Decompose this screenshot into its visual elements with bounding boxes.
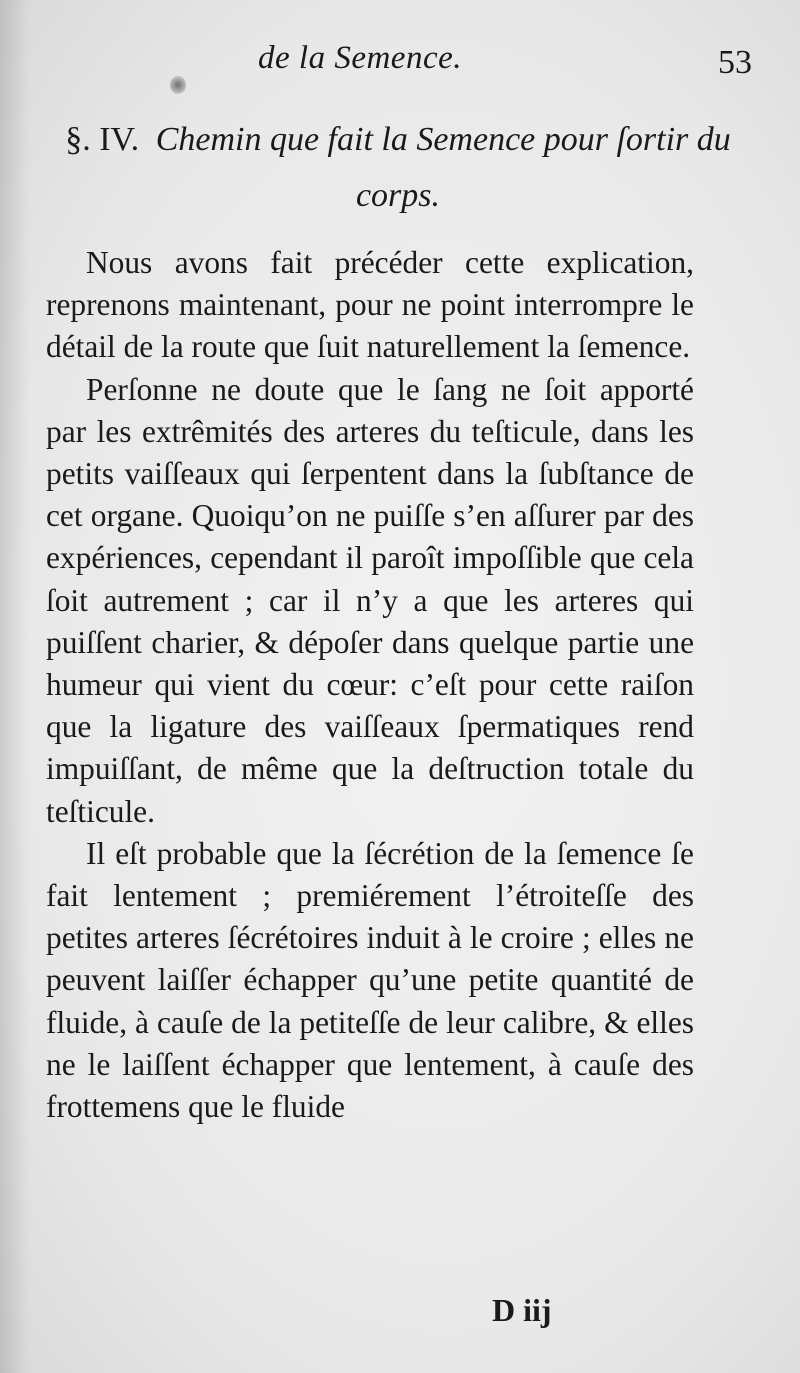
paragraph: Il eſt probable que la ſécrétion de la ſemence ſe fait lentement ; premiérement l’étroiteſſe des petites arteres ſécrétoires induit à le croire ; elles ne peuvent laiſſer échapper qu’une petite quantité de fluide, à cauſe de la petiteſſe de leur calibre, & elles ne le laiſſent échapper que lentement, à cauſe des frottemens que le fluide	[46, 835, 694, 1125]
paragraph: Nous avons fait précéder cette explication, reprenons maintenant, pour ne point interrompre le détail de la route que ſuit naturellement la ſemence.	[46, 245, 694, 365]
page-header	[48, 40, 752, 100]
paragraph: Perſonne ne doute que le ſang ne ſoit apporté par les extrêmités des arteres du teſticule, dans les petits vaiſſeaux qui ſerpentent dans la ſubſtance de cet organe. Quoiqu’on ne puiſſe s’en aſſurer par des expériences, cependant il paroît impoſſible que cela ſoit autrement ; car il n’y a que les arteres qui puiſſent charier, & dépoſer dans quelque partie une humeur qui vient du cœur: c’eſt pour cette raiſon que la ligature des vaiſſeaux ſpermatiques rend impuiſſant, de même que la deſtruction totale du teſticule.	[46, 371, 694, 829]
section-number: §. IV.	[65, 121, 140, 158]
signature-mark: D iij	[492, 1292, 552, 1328]
section-title: Chemin que fait la Semence pour ſortir du corps.	[155, 121, 731, 214]
page-number: 53	[718, 44, 752, 81]
body-text	[46, 242, 694, 1128]
running-head: de la Semence.	[258, 40, 462, 76]
section-heading	[48, 112, 748, 224]
page-edge-shadow	[0, 0, 30, 1373]
